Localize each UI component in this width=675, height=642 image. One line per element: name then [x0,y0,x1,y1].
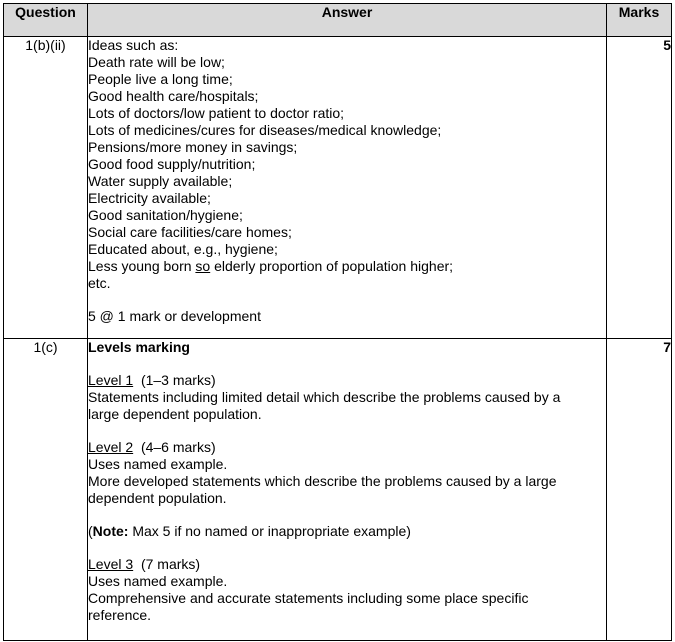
answer-line: Electricity available; [88,190,211,206]
answer-header: Answer [88,4,607,37]
answer-line: People live a long time; [88,71,233,87]
question-number: 1(c) [4,339,88,641]
answer-line-etc: etc. [88,275,111,291]
marks-value: 5 [607,37,672,339]
question-number: 1(b)(ii) [4,37,88,339]
level-1-desc: large dependent population. [88,406,262,422]
levels-heading: Levels marking [88,339,190,355]
question-header: Question [4,4,88,37]
level-2-desc: dependent population. [88,490,227,506]
level-3-title: Level 3 (7 marks) [88,556,201,572]
underlined-so: so [195,258,211,274]
mark-scheme-table [3,3,672,641]
answer-line: Water supply available; [88,173,233,189]
table-row [4,37,672,339]
answer-line: Good sanitation/hygiene; [88,207,243,223]
level-3-desc: reference. [88,607,152,623]
answer-line: Good food supply/nutrition; [88,156,256,172]
marks-header: Marks [607,4,672,37]
level-1-desc: Statements including limited detail which describe the problems caused by a [88,389,561,405]
answer-line: Pensions/more money in savings; [88,139,298,155]
marking-guidance: 5 @ 1 mark or development [88,308,261,324]
level-1-title: Level 1 (1–3 marks) [88,372,216,388]
answer-cell [88,339,607,641]
answer-cell [88,37,607,339]
answer-line: Social care facilities/care homes; [88,224,292,240]
marks-value: 7 [607,339,672,641]
level-2-title: Level 2 (4–6 marks) [88,439,216,455]
table-row [4,339,672,641]
answer-line: Ideas such as: [88,37,179,53]
answer-line: Death rate will be low; [88,54,225,70]
table-header-row [4,4,672,37]
level-2-desc: Uses named example. [88,456,228,472]
level-2-desc: More developed statements which describe the problems caused by a large [88,473,557,489]
answer-line: Lots of doctors/low patient to doctor ratio; [88,105,345,121]
answer-line-elderly: Less young born so elderly proportion of population higher; [88,258,454,274]
level-3-desc: Comprehensive and accurate statements including some place specific [88,590,529,606]
answer-line: Good health care/hospitals; [88,88,259,104]
answer-line: Educated about, e.g., hygiene; [88,241,278,257]
note: (Note: Max 5 if no named or inappropriate example) [88,523,411,539]
level-3-desc: Uses named example. [88,573,228,589]
answer-line: Lots of medicines/cures for diseases/medical knowledge; [88,122,442,138]
